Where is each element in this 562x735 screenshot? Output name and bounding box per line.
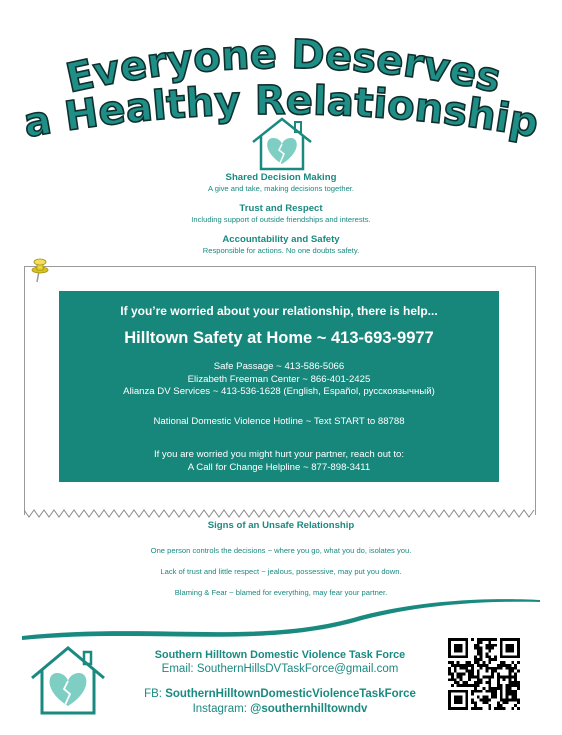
house-heart-icon bbox=[249, 116, 315, 172]
principle-text: Responsible for actions. No one doubts safety. bbox=[202, 246, 360, 255]
help-panel bbox=[59, 291, 499, 482]
pushpin-icon bbox=[30, 257, 50, 283]
sign-item: One person controls the decisions ~ where you go, what you do, isolates you. bbox=[150, 546, 412, 555]
zigzag-edge bbox=[24, 507, 536, 519]
service-line: Safe Passage ~ 413-586-5066 bbox=[213, 361, 345, 372]
service-line: Alianza DV Services ~ 413-536-1628 (English, Español, русскоязычный) bbox=[123, 386, 435, 397]
principle-heading: Accountability and Safety bbox=[222, 234, 340, 245]
service-list bbox=[59, 361, 499, 399]
principles-list bbox=[0, 172, 562, 261]
facebook-line bbox=[115, 687, 445, 702]
service-line: Elizabeth Freeman Center ~ 866-401-2425 bbox=[187, 373, 371, 385]
help-main-line: Hilltown Safety at Home ~ 413-693-9977 bbox=[124, 329, 434, 347]
instagram-label: Instagram: bbox=[192, 703, 251, 715]
sign-item: Blaming & Fear ~ blamed for everything, may fear your partner. bbox=[174, 588, 388, 597]
instagram-link[interactable]: @southernhilltowndv bbox=[250, 703, 368, 715]
principle-text: A give and take, making decisions together. bbox=[207, 184, 355, 193]
facebook-link[interactable]: SouthernHilltownDomesticViolenceTaskForce bbox=[165, 688, 416, 700]
qr-code-icon[interactable] bbox=[448, 638, 520, 710]
email-line bbox=[115, 662, 445, 677]
facebook-label: FB: bbox=[144, 688, 166, 700]
principle-item bbox=[0, 203, 562, 225]
hotline-line: National Domestic Violence Hotline ~ Text START to 88788 bbox=[153, 416, 405, 427]
email-link[interactable]: SouthernHillsDVTaskForce@gmail.com bbox=[196, 663, 399, 675]
helpline-block bbox=[59, 449, 499, 474]
principle-text: Including support of outside friendships and interests. bbox=[191, 215, 371, 224]
helpline-line: A Call for Change Helpline ~ 877-898-3411 bbox=[187, 461, 371, 473]
principle-heading: Trust and Respect bbox=[239, 203, 323, 214]
footer-contact bbox=[115, 648, 445, 717]
helpline-intro: If you are worried you might hurt your partner, reach out to: bbox=[153, 449, 405, 460]
title-line-2: a Healthy Relationship bbox=[20, 77, 542, 145]
email-label: Email: bbox=[161, 663, 197, 675]
principle-item bbox=[0, 234, 562, 256]
org-name: Southern Hilltown Domestic Violence Task Force bbox=[154, 649, 406, 661]
signs-title: Signs of an Unsafe Relationship bbox=[207, 520, 355, 531]
help-intro: If you’re worried about your relationship, there is help... bbox=[120, 304, 438, 318]
sign-item: Lack of trust and little respect ~ jealous, possessive, may put you down. bbox=[160, 567, 402, 576]
instagram-line bbox=[115, 702, 445, 717]
title-line-1: Everyone Deserves bbox=[62, 31, 505, 103]
principle-heading: Shared Decision Making bbox=[225, 172, 337, 183]
principle-item bbox=[0, 172, 562, 194]
house-heart-icon bbox=[28, 644, 108, 716]
